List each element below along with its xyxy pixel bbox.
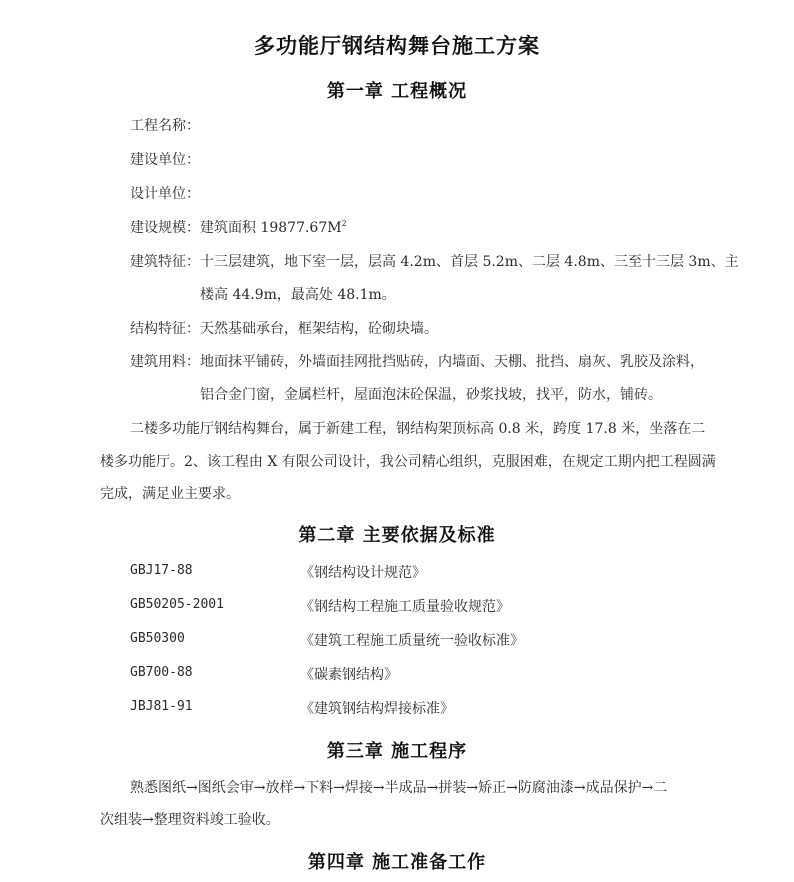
field-label: 工程名称： bbox=[130, 118, 200, 134]
field-value: 建筑面积 19877.67M bbox=[200, 220, 342, 236]
field-material-cont: 铝合金门窗，金属栏杆，屋面泡沫砼保温，砂浆找坡，找平，防水，铺砖。 bbox=[200, 387, 662, 403]
field-value: 十三层建筑，地下室一层，层高 4.2m、首层 5.2m、二层 4.8m、三至十三层 3m、主 bbox=[200, 254, 739, 270]
field-label: 建设单位： bbox=[130, 152, 200, 168]
field-designer bbox=[130, 185, 200, 203]
chapter-3-heading: 第三章 施工程序 bbox=[326, 741, 468, 762]
field-material bbox=[130, 353, 704, 371]
paragraph-line: 完成，满足业主要求。 bbox=[100, 486, 240, 502]
standard-name: 《建筑工程施工质量统一验收标准》 bbox=[300, 633, 524, 649]
standard-name: 《钢结构工程施工质量验收规范》 bbox=[300, 599, 510, 615]
chapter-1-heading: 第一章 工程概况 bbox=[326, 81, 468, 102]
field-client bbox=[130, 151, 200, 169]
standard-name: 《碳素钢结构》 bbox=[300, 667, 398, 683]
field-label: 建筑特征： bbox=[130, 254, 200, 270]
standard-code: GB50205-2001 bbox=[130, 597, 224, 612]
field-project-name bbox=[130, 117, 200, 135]
standard-name: 《钢结构设计规范》 bbox=[300, 565, 426, 581]
process-line: 次组装→整理资料竣工验收。 bbox=[100, 812, 280, 828]
superscript: 2 bbox=[341, 219, 347, 228]
standard-code: GB700-88 bbox=[130, 665, 193, 680]
standard-code: GBJ17-88 bbox=[130, 563, 193, 578]
field-scale bbox=[130, 219, 347, 239]
field-structure bbox=[130, 320, 438, 338]
standard-code: JBJ81-91 bbox=[130, 699, 193, 714]
chapter-2-heading: 第二章 主要依据及标准 bbox=[298, 525, 496, 546]
paragraph-line: 楼多功能厅。2、该工程由 X 有限公司设计，我公司精心组织，克服困难，在规定工期内把工程圆满 bbox=[100, 454, 716, 470]
field-label: 建筑用料： bbox=[130, 354, 200, 370]
field-label: 结构特征： bbox=[130, 321, 200, 337]
field-label: 建设规模： bbox=[130, 220, 200, 236]
field-label: 设计单位： bbox=[130, 186, 200, 202]
field-feature bbox=[130, 253, 739, 271]
standard-name: 《建筑钢结构焊接标准》 bbox=[300, 701, 454, 717]
paragraph-line: 二楼多功能厅钢结构舞台，属于新建工程，钢结构架顶标高 0.8 米，跨度 17.8 米，坐落在二 bbox=[130, 421, 706, 437]
chapter-4-heading: 第四章 施工准备工作 bbox=[307, 852, 487, 873]
standard-code: GB50300 bbox=[130, 631, 185, 646]
document-title: 多功能厅钢结构舞台施工方案 bbox=[254, 33, 540, 58]
field-feature-cont: 楼高 44.9m，最高处 48.1m。 bbox=[200, 287, 396, 303]
process-line: 熟悉图纸→图纸会审→放样→下料→焊接→半成品→拼装→矫正→防腐油漆→成品保护→二 bbox=[130, 780, 668, 796]
field-value: 地面抹平铺砖，外墙面挂网批挡贴砖，内墙面、天棚、批挡、扇灰、乳胶及涂料， bbox=[200, 354, 704, 370]
field-value: 天然基础承台，框架结构，砼砌块墙。 bbox=[200, 321, 438, 337]
